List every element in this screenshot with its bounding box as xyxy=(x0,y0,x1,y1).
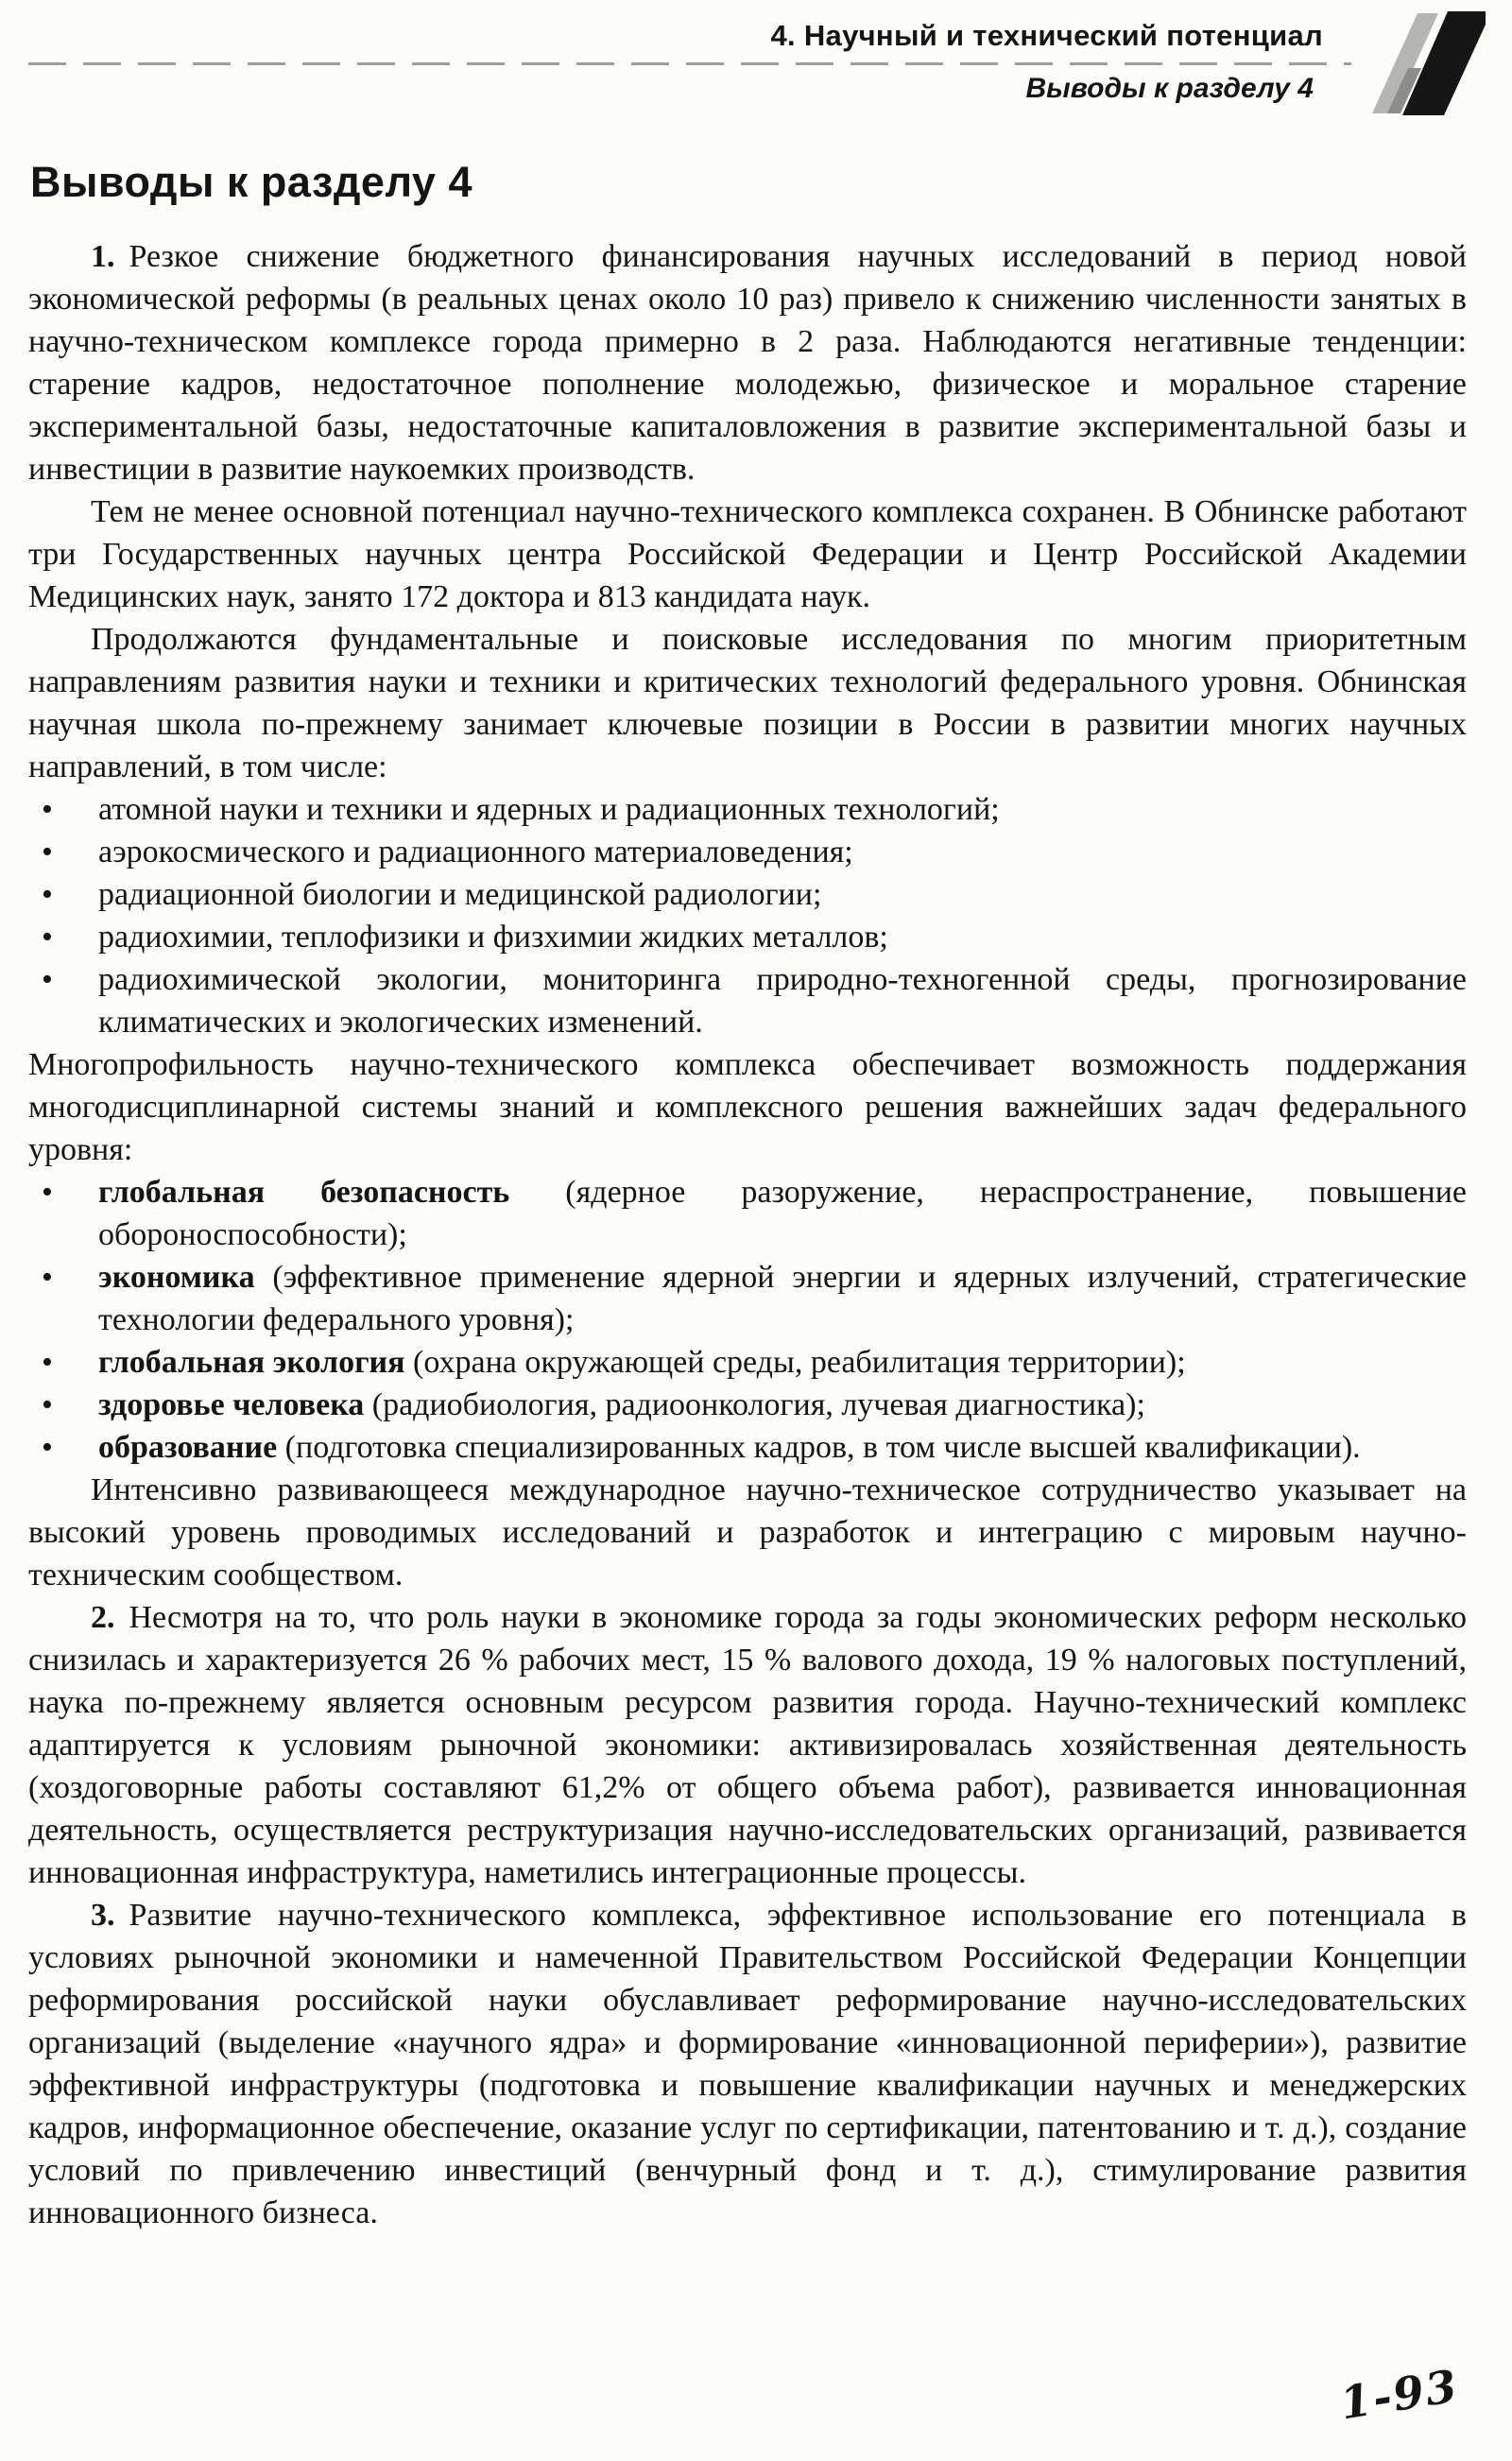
list-item-text: (подготовка специализированных кадров, в том числе высшей квалификации). xyxy=(277,1430,1361,1465)
bullet-icon: • xyxy=(42,1260,53,1295)
bullet-icon: • xyxy=(42,792,53,827)
paragraph-text: Резкое снижение бюджетного финансирования научных исследований в период новой экономической реформы (в реальных ценах около 10 раз) привело к снижению численности занятых в научно-техническом комплексе города примерно в 2 раза. Наблюдаются негативные тенденции: старение кадров, недостаточное пополнение молодежью, физическое и моральное старение экспериментальной базы, недостаточные капиталовложения в развитие экспериментальной базы и инвестиции в развитие наукоемких производств. xyxy=(28,239,1467,487)
bullet-icon: • xyxy=(42,920,53,955)
paragraph-2: Тем не менее основной потенциал научно-технического комплекса сохранен. В Обнинске работают три Государственных научных центра Российской Федерации и Центр Российской Академии Медицинских наук, занято 172 доктора и 813 кандидата наук. xyxy=(28,494,1467,614)
list-item-text: (охрана окружающей среды, реабилитация территории); xyxy=(404,1345,1186,1380)
bullet-icon: • xyxy=(42,1430,53,1465)
list-item-text: радиохимической экологии, мониторинга природно-техногенной среды, прогнозирование климатических и экологических изменений. xyxy=(98,962,1467,1040)
list-item xyxy=(28,831,1467,873)
research-directions-list xyxy=(28,788,1467,1043)
list-item-text: атомной науки и техники и ядерных и радиационных технологий; xyxy=(98,792,1000,827)
paragraph-6 xyxy=(28,1596,1467,1894)
bullet-icon: • xyxy=(42,962,53,997)
list-item-lead: глобальная безопасность xyxy=(98,1175,510,1210)
dashed-divider xyxy=(28,62,1351,65)
chapter-title: 4. Научный и технический потенциал xyxy=(770,19,1323,52)
list-item xyxy=(28,916,1467,958)
list-item-text: (ядерное разоружение, нераспространение, повышение обороноспособности); xyxy=(98,1175,1468,1252)
list-item-text: радиохимии, теплофизики и физхимии жидких металлов; xyxy=(98,920,888,955)
bullet-icon: • xyxy=(42,877,53,912)
list-item xyxy=(28,1426,1467,1469)
list-item xyxy=(28,1384,1467,1426)
list-item-lead: здоровье человека xyxy=(98,1387,365,1422)
paragraph-text: Несмотря на то, что роль науки в экономике города за годы экономических реформ несколько снизилась и характеризуется 26 % рабочих мест, 15 % валового дохода, 19 % налоговых поступлений, наука по-прежнему является основным ресурсом развития города. Научно-технический комплекс адаптируется к условиям рыночной экономики: активизировалась хозяйственная деятельность (хоздоговорные работы составляют 61,2% от общего объема работ), развивается инновационная деятельность, осуществляется реструктуризация научно-исследовательских организаций, развивается инновационная инфраструктура, наметились интеграционные процессы. xyxy=(28,1600,1467,1890)
list-item xyxy=(28,1256,1467,1341)
list-item xyxy=(28,958,1467,1043)
list-item-text: аэрокосмического и радиационного материаловедения; xyxy=(98,835,853,869)
paragraph-1 xyxy=(28,235,1467,490)
list-item xyxy=(28,873,1467,916)
paragraph-7 xyxy=(28,1894,1467,2234)
bullet-icon: • xyxy=(42,835,53,869)
list-item-lead: образование xyxy=(98,1430,278,1465)
list-item xyxy=(28,1341,1467,1384)
list-item xyxy=(28,788,1467,831)
section-title: Выводы к разделу 4 xyxy=(1025,73,1314,104)
paragraph-text: Развитие научно-технического комплекса, эффективное использование его потенциала в условиях рыночной экономики и намеченной Правительством Российской Федерации Концепции реформирования российской науки обуславливает реформирование научно-исследовательских организаций (выделение «научного ядра» и формирование «инновационной периферии»), развитие эффективной инфраструктуры (подготовка и повышение квалификации научных и менеджерских кадров, информационное обеспечение, оказание услуг по сертификации, патентованию и т. д.), создание условий по привлечению инвестиций (венчурный фонд и т. д.), стимулирование развития инновационного бизнеса. xyxy=(28,1898,1467,2230)
paragraph-number: 1. xyxy=(91,239,115,274)
document-body xyxy=(28,235,1467,2234)
list-item-text: радиационной биологии и медицинской радиологии; xyxy=(98,877,822,912)
list-item xyxy=(28,1171,1467,1256)
bullet-icon: • xyxy=(42,1387,53,1422)
federal-tasks-list xyxy=(28,1171,1467,1469)
page-title: Выводы к разделу 4 xyxy=(30,158,472,206)
paragraph-3: Продолжаются фундаментальные и поисковые исследования по многим приоритетным направлениям развития науки и техники и критических технологий федерального уровня. Обнинская научная школа по-прежнему занимает ключевые позиции в России в развитии многих научных направлений, в том числе: xyxy=(28,622,1467,784)
bullet-icon: • xyxy=(42,1345,53,1380)
paragraph-number: 3. xyxy=(91,1898,115,1933)
bullet-icon: • xyxy=(42,1175,53,1210)
list-item-text: (радиобиология, радиоонкология, лучевая диагностика); xyxy=(364,1387,1145,1422)
paragraph-4: Многопрофильность научно-технического комплекса обеспечивает возможность поддержания многодисциплинарной системы знаний и комплексного решения важнейших задач федерального уровня: xyxy=(28,1047,1467,1167)
list-item-lead: экономика xyxy=(98,1260,255,1295)
paragraph-number: 2. xyxy=(91,1600,115,1635)
running-head xyxy=(28,19,1467,105)
list-item-text: (эффективное применение ядерной энергии и ядерных излучений, стратегические технологии федерального уровня); xyxy=(98,1260,1467,1337)
paragraph-5: Интенсивно развивающееся международное научно-техническое сотрудничество указывает на высокий уровень проводимых исследований и разработок и интеграцию с мировым научно-техническим сообществом. xyxy=(28,1472,1467,1592)
page-number: 1-93 xyxy=(1336,2360,1463,2431)
list-item-lead: глобальная экология xyxy=(98,1345,405,1380)
corner-flourish-icon xyxy=(1353,11,1486,115)
